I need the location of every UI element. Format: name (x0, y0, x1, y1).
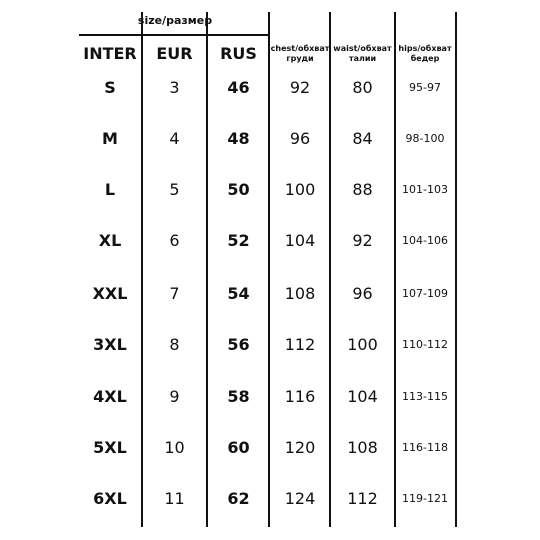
cell-eur: 4 (169, 129, 180, 148)
cell-inter: L (104, 180, 116, 199)
cell-chest: 116 (284, 387, 316, 406)
table-row (0, 129, 540, 149)
cell-inter: XL (98, 231, 122, 250)
cell-inter: 4XL (93, 387, 127, 406)
cell-eur: 3 (169, 78, 180, 97)
cell-waist: 80 (352, 78, 373, 97)
header-chest: chest/обхват груди (270, 44, 330, 63)
header-inter: INTER (83, 44, 137, 63)
cell-rus: 50 (227, 180, 250, 199)
cell-chest: 120 (284, 438, 316, 457)
cell-inter: 5XL (93, 438, 127, 457)
cell-hips: 113-115 (402, 390, 448, 403)
cell-rus: 56 (227, 335, 250, 354)
cell-eur: 10 (164, 438, 185, 457)
cell-waist: 104 (347, 387, 378, 406)
cell-waist: 84 (352, 129, 373, 148)
cell-rus: 62 (227, 489, 250, 508)
header-hips: hips/обхват бедер (398, 44, 452, 63)
table-row (0, 180, 540, 200)
cell-inter: 3XL (93, 335, 127, 354)
cell-hips: 107-109 (402, 287, 448, 300)
cell-hips: 119-121 (402, 492, 448, 505)
divider (79, 34, 270, 36)
cell-inter: S (104, 78, 116, 97)
cell-waist: 112 (347, 489, 378, 508)
cell-chest: 96 (289, 129, 311, 148)
cell-waist: 100 (347, 335, 378, 354)
cell-rus: 46 (227, 78, 250, 97)
table-row (0, 438, 540, 458)
cell-inter: M (102, 129, 118, 148)
cell-waist: 108 (347, 438, 378, 457)
cell-eur: 5 (169, 180, 180, 199)
table-row (0, 489, 540, 509)
table-row (0, 284, 540, 304)
cell-rus: 52 (227, 231, 250, 250)
table-row (0, 78, 540, 98)
cell-rus: 48 (227, 129, 250, 148)
cell-rus: 58 (227, 387, 250, 406)
cell-eur: 6 (169, 231, 180, 250)
cell-eur: 11 (164, 489, 185, 508)
cell-eur: 8 (169, 335, 180, 354)
cell-hips: 95-97 (409, 81, 441, 94)
header-eur: EUR (156, 44, 193, 63)
cell-chest: 108 (284, 284, 316, 303)
cell-eur: 7 (169, 284, 180, 303)
cell-hips: 110-112 (402, 338, 448, 351)
table-row (0, 231, 540, 251)
table-row (0, 335, 540, 355)
table-row (0, 387, 540, 407)
cell-hips: 116-118 (402, 441, 448, 454)
cell-rus: 54 (227, 284, 250, 303)
cell-waist: 92 (352, 231, 373, 250)
header-rus: RUS (220, 44, 257, 63)
cell-hips: 98-100 (405, 132, 445, 145)
cell-chest: 92 (289, 78, 311, 97)
table-title: size/размер (137, 14, 213, 27)
cell-chest: 112 (284, 335, 316, 354)
cell-rus: 60 (227, 438, 250, 457)
cell-chest: 104 (284, 231, 316, 250)
cell-hips: 104-106 (402, 234, 448, 247)
cell-inter: 6XL (93, 489, 127, 508)
header-waist: waist/обхват талии (333, 44, 392, 63)
cell-chest: 100 (284, 180, 316, 199)
cell-waist: 96 (352, 284, 373, 303)
cell-waist: 88 (352, 180, 373, 199)
cell-hips: 101-103 (402, 183, 448, 196)
cell-eur: 9 (169, 387, 180, 406)
cell-chest: 124 (284, 489, 316, 508)
cell-inter: XXL (92, 284, 128, 303)
